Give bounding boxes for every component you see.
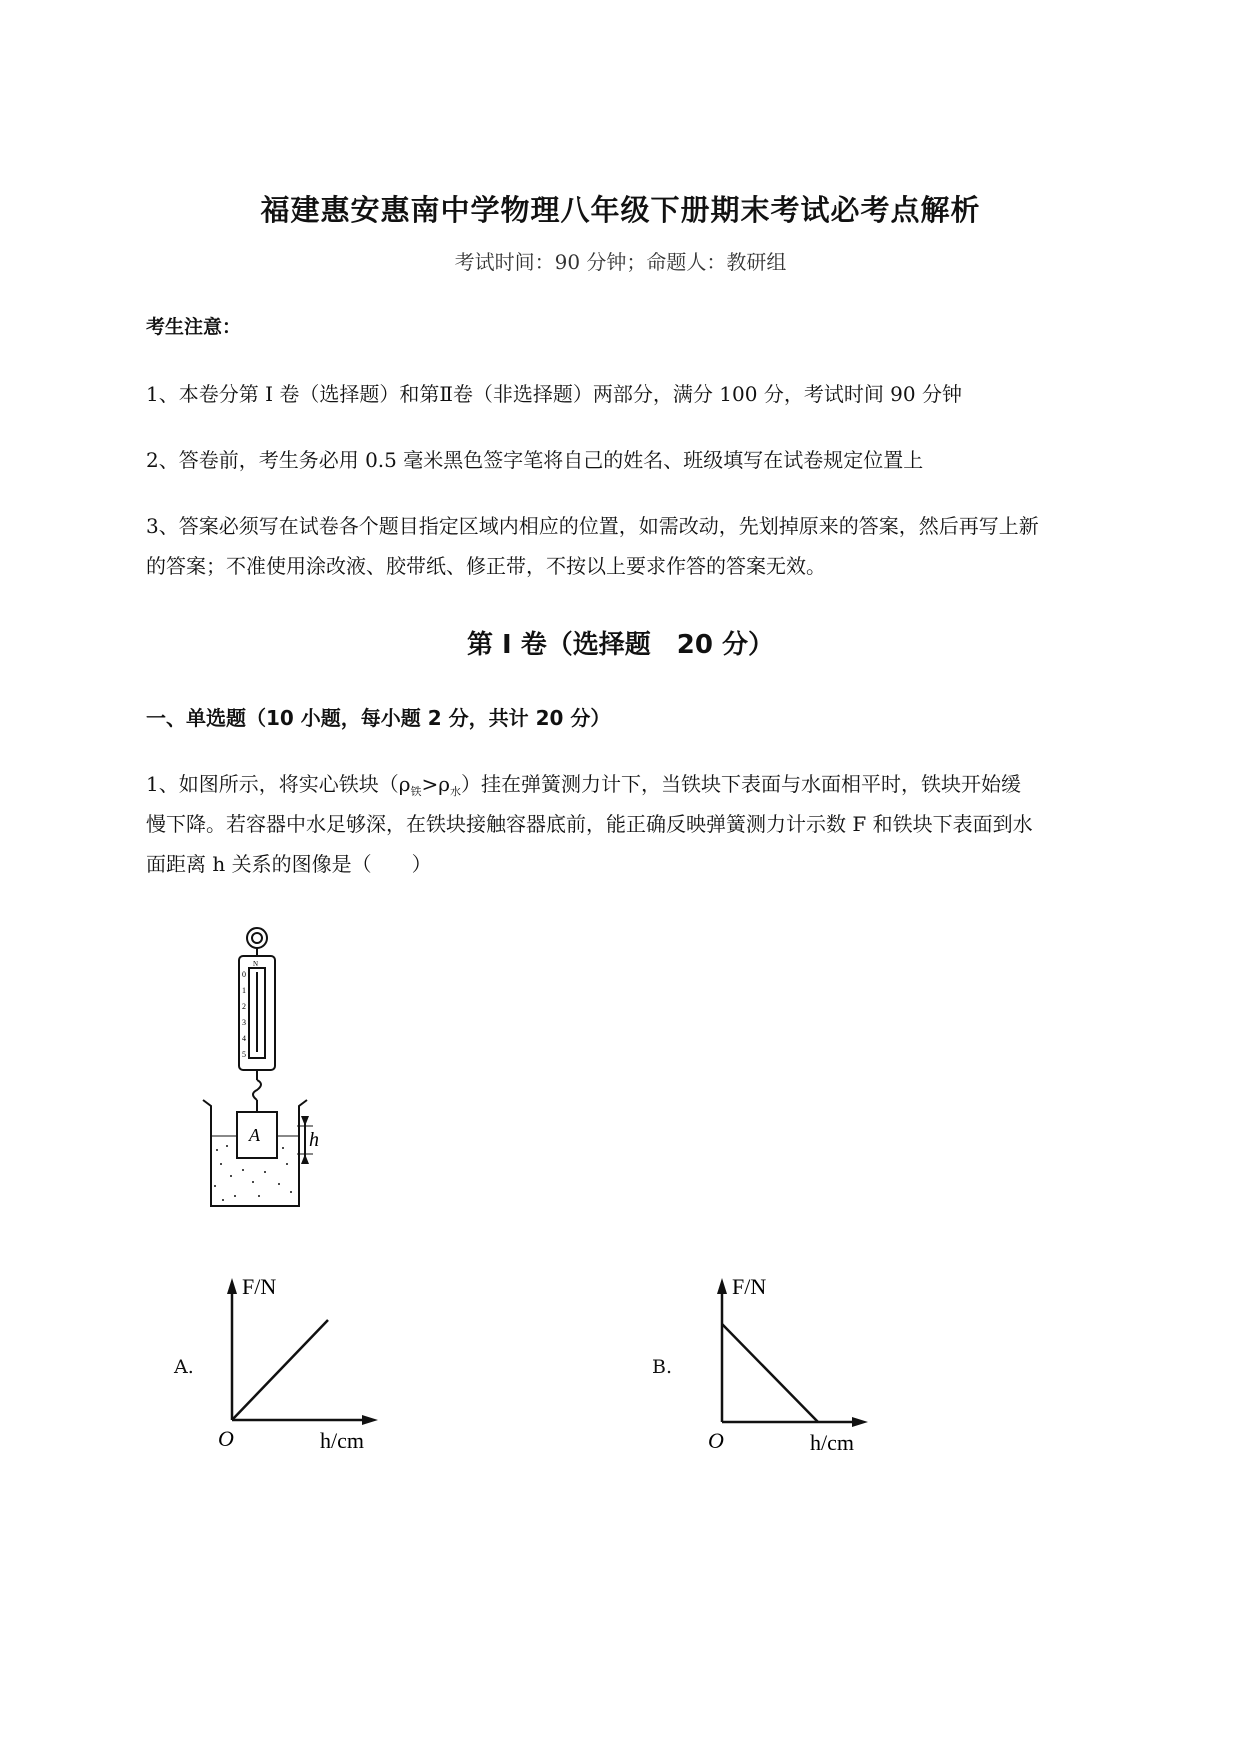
scale-tick-0: 0 [242, 970, 246, 979]
option-b-line [722, 1324, 818, 1422]
spring-scale-figure [195, 920, 345, 1210]
notice-item-2: 2、答卷前，考生务必用 0.5 毫米黑色签字笔将自己的姓名、班级填写在试卷规定位置上 [146, 448, 924, 472]
option-b-x-axis: h/cm [810, 1430, 854, 1455]
scale-tick-3: 3 [242, 1018, 246, 1027]
part-title: 第 I 卷（选择题 20 分） [466, 630, 774, 660]
q1-text-b: ）挂在弹簧测力计下，当铁块下表面与水面相平时，铁块开始缓 [461, 772, 1021, 796]
option-a-x-axis: h/cm [320, 1428, 364, 1453]
q1-sub-water: 水 [450, 785, 461, 798]
section-heading: 一、单选题（10 小题，每小题 2 分，共计 20 分） [146, 706, 611, 730]
option-b-origin: O [708, 1428, 724, 1453]
notice-item-3: 3、答案必须写在试卷各个题目指定区域内相应的位置，如需改动，先划掉原来的答案，然后再写上新 [146, 514, 1039, 538]
option-a-line [232, 1320, 328, 1420]
option-b-graph [700, 1270, 880, 1455]
scale-unit: N [253, 960, 259, 968]
q1-sub-iron: 铁 [410, 785, 422, 798]
scale-tick-1: 1 [242, 986, 246, 995]
notice-item-1: 1、本卷分第 I 卷（选择题）和第Ⅱ卷（非选择题）两部分，满分 100 分，考试时间 90 分钟 [146, 382, 962, 406]
question-1-line-2: 慢下降。若容器中水足够深，在铁块接触容器底前，能正确反映弹簧测力计示数 F 和铁块下表面到水 [146, 812, 1033, 836]
option-a-graph [210, 1270, 390, 1453]
scale-tick-2: 2 [242, 1002, 246, 1011]
option-b-y-axis: F/N [732, 1274, 767, 1299]
notice-item-3-cont: 的答案；不准使用涂改液、胶带纸、修正带，不按以上要求作答的答案无效。 [146, 554, 826, 578]
option-b-label: B. [652, 1356, 673, 1378]
scale-tick-5: 5 [242, 1050, 246, 1059]
option-a-label: A. [174, 1356, 194, 1378]
option-a-origin: O [218, 1426, 234, 1451]
q1-text-a: 1、如图所示，将实心铁块（ρ [146, 772, 411, 796]
question-1-line-1 [146, 768, 1021, 799]
notice-heading: 考生注意： [146, 316, 242, 338]
q1-gt: >ρ [421, 772, 450, 796]
option-a-y-axis: F/N [242, 1274, 277, 1299]
depth-label: h [309, 1129, 319, 1151]
block-label: A [249, 1125, 260, 1145]
exam-info: 考试时间：90 分钟；命题人：教研组 [454, 250, 787, 274]
question-1-line-3: 面距离 h 关系的图像是（ ） [146, 852, 432, 876]
scale-tick-4: 4 [242, 1034, 246, 1043]
page-title: 福建惠安惠南中学物理八年级下册期末考试必考点解析 [260, 193, 981, 227]
